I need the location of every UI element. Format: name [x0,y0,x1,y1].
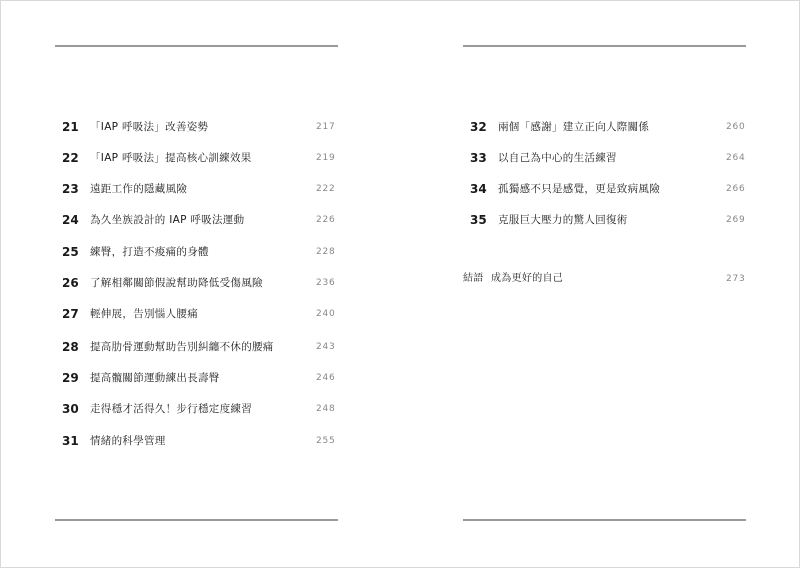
page-number: 246 [316,373,336,383]
chapter-title: 以自己為中心的生活練習 [498,152,617,164]
chapter-title: 提高肋骨運動幫助告別糾纏不休的腰痛 [90,341,274,353]
chapter-title: 克服巨大壓力的驚人回復術 [498,214,628,226]
left-bottom-rule [55,519,338,521]
right-top-rule [463,45,746,47]
toc-entry[interactable] [62,431,166,451]
epilogue-title: 成為更好的自己 [491,273,564,284]
chapter-title: 「IAP 呼吸法」提高核心訓練效果 [90,152,252,164]
page-number: 217 [316,122,336,132]
page-number: 260 [726,122,746,132]
chapter-number: 31 [62,434,79,448]
chapter-number: 25 [62,245,79,259]
chapter-title: 情緒的科學管理 [90,435,166,447]
toc-entry[interactable] [62,337,274,357]
toc-entry[interactable] [470,148,617,168]
toc-entry[interactable] [62,242,209,262]
chapter-number: 22 [62,151,79,165]
toc-entry[interactable] [62,399,252,419]
page-number: 240 [316,309,336,319]
chapter-number: 35 [470,213,487,227]
toc-entry[interactable] [470,117,649,137]
page-number: 219 [316,153,336,163]
page-number: 266 [726,184,746,194]
chapter-number: 29 [62,371,79,385]
chapter-number: 26 [62,276,79,290]
toc-entry[interactable] [62,148,252,168]
epilogue-page-number: 273 [726,274,746,284]
chapter-number: 27 [62,307,79,321]
chapter-title: 了解相鄰關節假說幫助降低受傷風險 [90,277,263,289]
toc-entry[interactable] [62,304,198,324]
chapter-title: 提高髖關節運動練出長壽臀 [90,372,220,384]
chapter-number: 30 [62,402,79,416]
chapter-title: 為久坐族設計的 IAP 呼吸法運動 [90,214,245,226]
right-bottom-rule [463,519,746,521]
toc-entry[interactable] [62,273,263,293]
page-number: 243 [316,342,336,352]
chapter-title: 練臀，打造不痠痛的身體 [90,246,209,258]
page-number: 269 [726,215,746,225]
chapter-title: 走得穩才活得久！步行穩定度練習 [90,403,252,415]
left-top-rule [55,45,338,47]
toc-entry[interactable] [62,210,244,230]
toc-entry[interactable] [62,179,187,199]
epilogue-entry[interactable] [463,269,563,289]
toc-entry[interactable] [62,117,208,137]
page-number: 228 [316,247,336,257]
chapter-title: 遠距工作的隱藏風險 [90,183,188,195]
chapter-number: 23 [62,182,79,196]
page-number: 236 [316,278,336,288]
epilogue-label: 結語 [463,273,484,284]
chapter-title: 孤獨感不只是感覺，更是致病風險 [498,183,660,195]
chapter-title: 兩個「感謝」建立正向人際關係 [498,121,650,133]
chapter-number: 21 [62,120,79,134]
chapter-title: 「IAP 呼吸法」改善姿勢 [90,121,209,133]
toc-entry[interactable] [470,179,660,199]
chapter-number: 33 [470,151,487,165]
page-number: 248 [316,404,336,414]
chapter-number: 24 [62,213,79,227]
chapter-number: 32 [470,120,487,134]
page-number: 222 [316,184,336,194]
toc-entry[interactable] [62,368,220,388]
page-number: 264 [726,153,746,163]
page-number: 255 [316,436,336,446]
chapter-number: 28 [62,340,79,354]
toc-entry[interactable] [470,210,628,230]
chapter-number: 34 [470,182,487,196]
chapter-title: 輕伸展，告別惱人腰痛 [90,308,198,320]
page-number: 226 [316,215,336,225]
